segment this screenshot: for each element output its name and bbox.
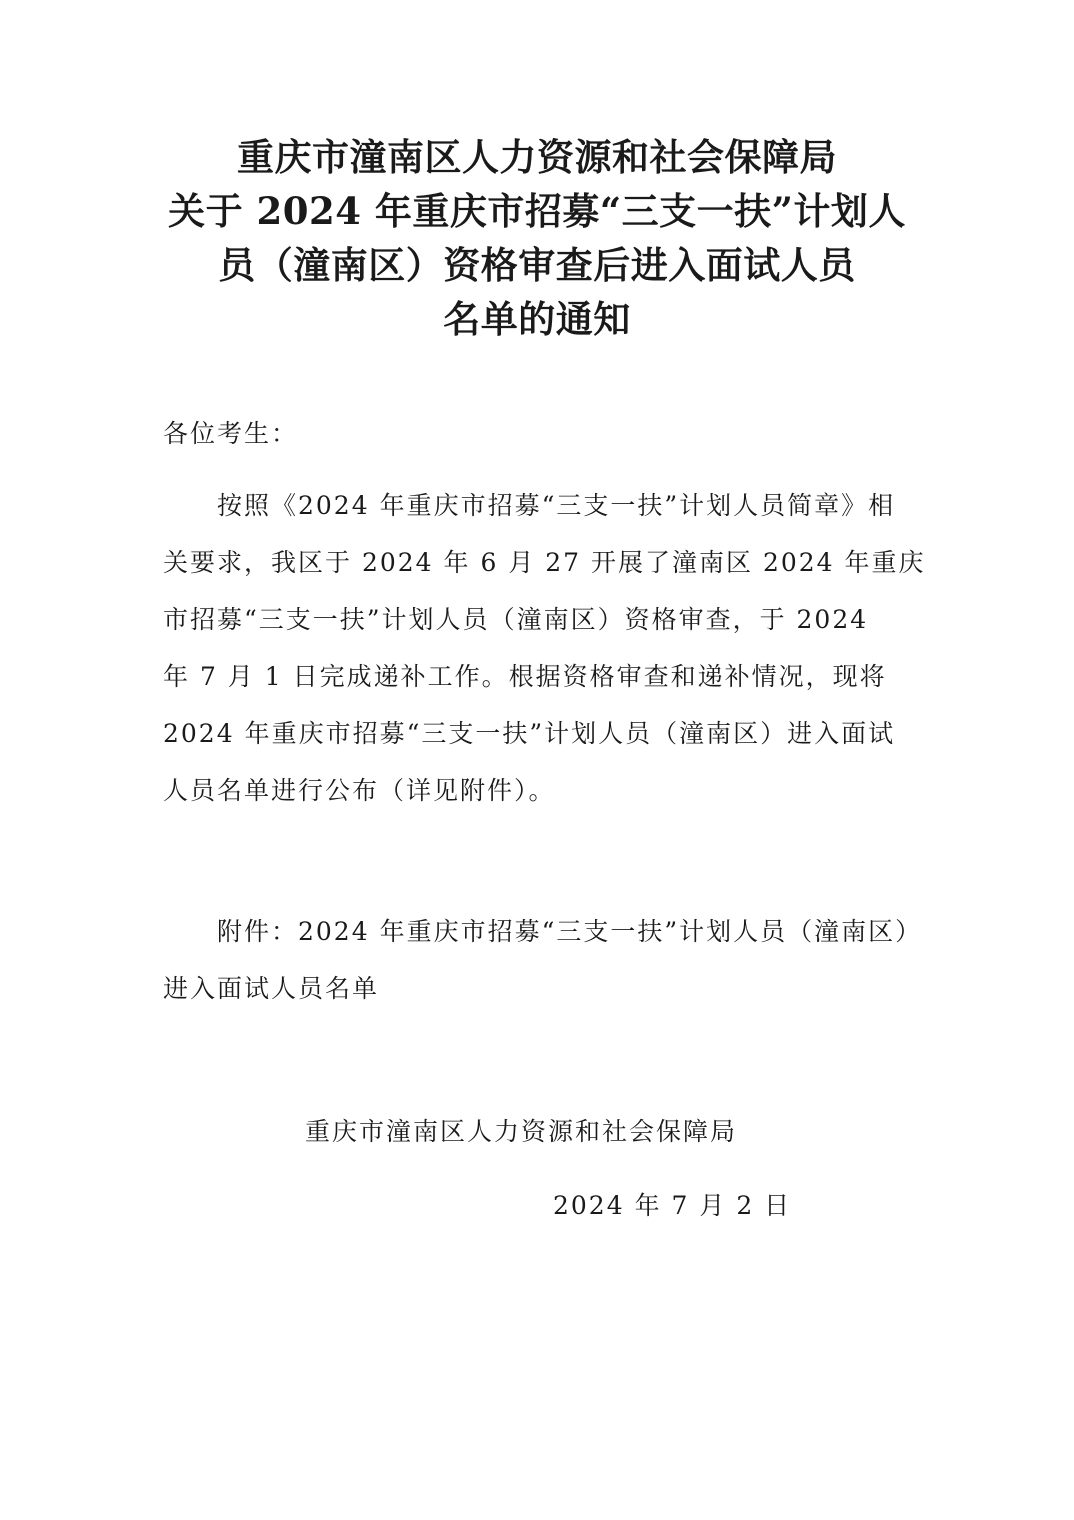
body-line: 人员名单进行公布（详见附件）。 (163, 776, 556, 805)
attachment-line: 附件：2024 年重庆市招募“三支一扶”计划人员（潼南区） (163, 917, 923, 946)
body-line: 关要求，我区于 2024 年 6 月 27 开展了潼南区 2024 年重庆 (163, 548, 926, 577)
body-line: 按照《2024 年重庆市招募“三支一扶”计划人员简章》相 (163, 491, 896, 520)
body-paragraph (163, 477, 926, 819)
body-line: 2024 年重庆市招募“三支一扶”计划人员（潼南区）进入面试 (163, 719, 896, 748)
issue-date: 2024 年 7 月 2 日 (553, 1191, 792, 1220)
title-line: 重庆市潼南区人力资源和社会保障局 (237, 135, 837, 179)
body-line: 年 7 月 1 日完成递补工作。根据资格审查和递补情况，现将 (163, 662, 887, 691)
title-line: 名单的通知 (443, 297, 631, 341)
issuer-signature: 重庆市潼南区人力资源和社会保障局 (305, 1117, 738, 1146)
attachment-note (163, 903, 943, 1017)
title-line: 员（潼南区）资格审查后进入面试人员 (218, 243, 856, 287)
notice-title (120, 130, 954, 346)
salutation: 各位考生： (163, 419, 299, 448)
attachment-line: 进入面试人员名单 (163, 974, 380, 1003)
body-line: 市招募“三支一扶”计划人员（潼南区）资格审查，于 2024 (163, 605, 869, 634)
title-line: 关于 2024 年重庆市招募“三支一扶”计划人 (168, 189, 906, 233)
